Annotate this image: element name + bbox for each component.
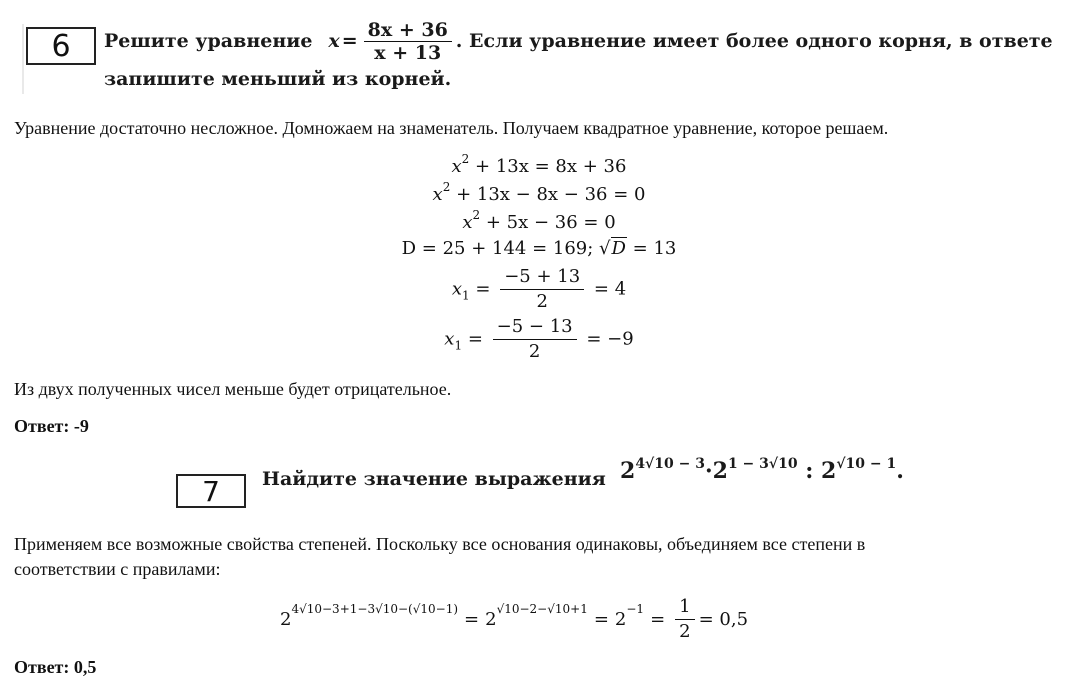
eq2-x: x bbox=[432, 184, 443, 205]
task-6-prefix: Решите уравнение bbox=[104, 30, 313, 52]
eq3-square: 2 bbox=[472, 208, 481, 222]
discriminant bbox=[0, 238, 1078, 259]
task-6-suffix: . Если уравнение имеет более одного корня, в ответе bbox=[455, 30, 1053, 52]
task-6-fraction-num: 8x + 36 bbox=[364, 19, 452, 42]
chain-exp-1: 4√10−3+1−3√10−(√10−1) bbox=[291, 602, 459, 616]
root2-den: 2 bbox=[528, 341, 541, 362]
eq2-square: 2 bbox=[442, 180, 451, 194]
root2-result: = −9 bbox=[586, 328, 634, 350]
task-7-number-box bbox=[176, 474, 246, 508]
root2-num: −5 − 13 bbox=[493, 315, 577, 340]
equation-1 bbox=[0, 152, 1078, 177]
answer-7 bbox=[14, 655, 96, 680]
equation-2 bbox=[0, 180, 1078, 205]
answer-7-text: Ответ: 0,5 bbox=[14, 657, 97, 677]
root1-result: = 4 bbox=[593, 278, 627, 300]
eq2-rest: + 13x − 8x − 36 = 0 bbox=[456, 184, 646, 205]
solution-7-line2: соответствии с правилами: bbox=[14, 559, 221, 579]
root1-num: −5 + 13 bbox=[500, 265, 584, 290]
answer-6 bbox=[14, 414, 89, 439]
chain-base-1: 2 bbox=[280, 608, 292, 630]
answer-6-text: Ответ: -9 bbox=[14, 416, 89, 436]
chain-exp-2: √10−2−√10+1 bbox=[496, 602, 588, 616]
disc-sqrt-d: D bbox=[611, 238, 626, 259]
disc-left: D = 25 + 144 = 169; √ bbox=[401, 238, 611, 259]
task-7-expr-visual: $2^{4√10 - 3}\cdot 2^{1 - 3√10}$ : $2^{√10 - 1}$. bbox=[620, 456, 904, 484]
root2-x: x bbox=[444, 328, 455, 350]
root1-x: x bbox=[451, 278, 462, 300]
task-6-fraction-den: x + 13 bbox=[374, 41, 442, 64]
task-6-statement bbox=[104, 18, 1053, 64]
solution-7-chain bbox=[280, 594, 748, 644]
task-7-expression bbox=[620, 456, 904, 484]
root-2: $x_1$ = $\frac{-5 - 13}{2}$ = −9 bbox=[444, 316, 634, 362]
task-6-eq: = bbox=[341, 30, 358, 52]
chain-eq-b: = bbox=[593, 608, 609, 630]
root1-fraction bbox=[500, 265, 584, 314]
disc-right: = 13 bbox=[632, 238, 677, 259]
solution-6-intro: Уравнение достаточно несложное. Домножаем на знаменатель. Получаем квадратное уравнение, которое решаем. bbox=[14, 118, 889, 138]
scan-edge-left bbox=[22, 24, 24, 94]
eq3-rest: + 5x − 36 = 0 bbox=[485, 212, 616, 233]
chain-exp-3: −1 bbox=[626, 602, 645, 616]
eq1-square: 2 bbox=[461, 152, 470, 166]
solution-6-conclusion: Из двух полученных чисел меньше будет отрицательное. bbox=[14, 379, 452, 399]
chain-eq-a: = bbox=[464, 608, 480, 630]
eq3-x: x bbox=[462, 212, 473, 233]
half-num: 1 bbox=[675, 595, 694, 620]
chain-base-3: 2 bbox=[614, 608, 627, 630]
chain-result: = 0,5 bbox=[698, 608, 749, 630]
task-number: 6 bbox=[51, 28, 71, 64]
task-number-box bbox=[26, 27, 96, 65]
chain-base-2: 2 bbox=[485, 608, 497, 630]
root2-sub: 1 bbox=[454, 338, 463, 353]
task-6-line2: запишите меньший из корней. bbox=[104, 68, 452, 90]
root1-den: 2 bbox=[536, 291, 548, 312]
root2-fraction bbox=[493, 315, 577, 364]
task-7-label: Найдите значение выражения bbox=[262, 468, 606, 490]
chain-half bbox=[675, 595, 694, 644]
chain-eq-c: = bbox=[650, 608, 666, 630]
equation-3 bbox=[0, 208, 1078, 233]
root1-sub: 1 bbox=[462, 288, 470, 303]
task-6-var: x bbox=[328, 30, 340, 52]
root-1: $x_1$ = $\frac{-5 + 13}{2}$ = 4 bbox=[451, 266, 627, 312]
task-6-fraction bbox=[364, 19, 452, 64]
eq1-x: x bbox=[451, 156, 462, 177]
half-den: 2 bbox=[679, 620, 691, 642]
eq1-rest: + 13x = 8x + 36 bbox=[475, 156, 627, 177]
solution-7-line1: Применяем все возможные свойства степеней. Поскольку все основания одинаковы, объединяем все степени в bbox=[14, 534, 866, 554]
task-7-text bbox=[262, 468, 606, 490]
task-7-number: 7 bbox=[202, 474, 220, 508]
